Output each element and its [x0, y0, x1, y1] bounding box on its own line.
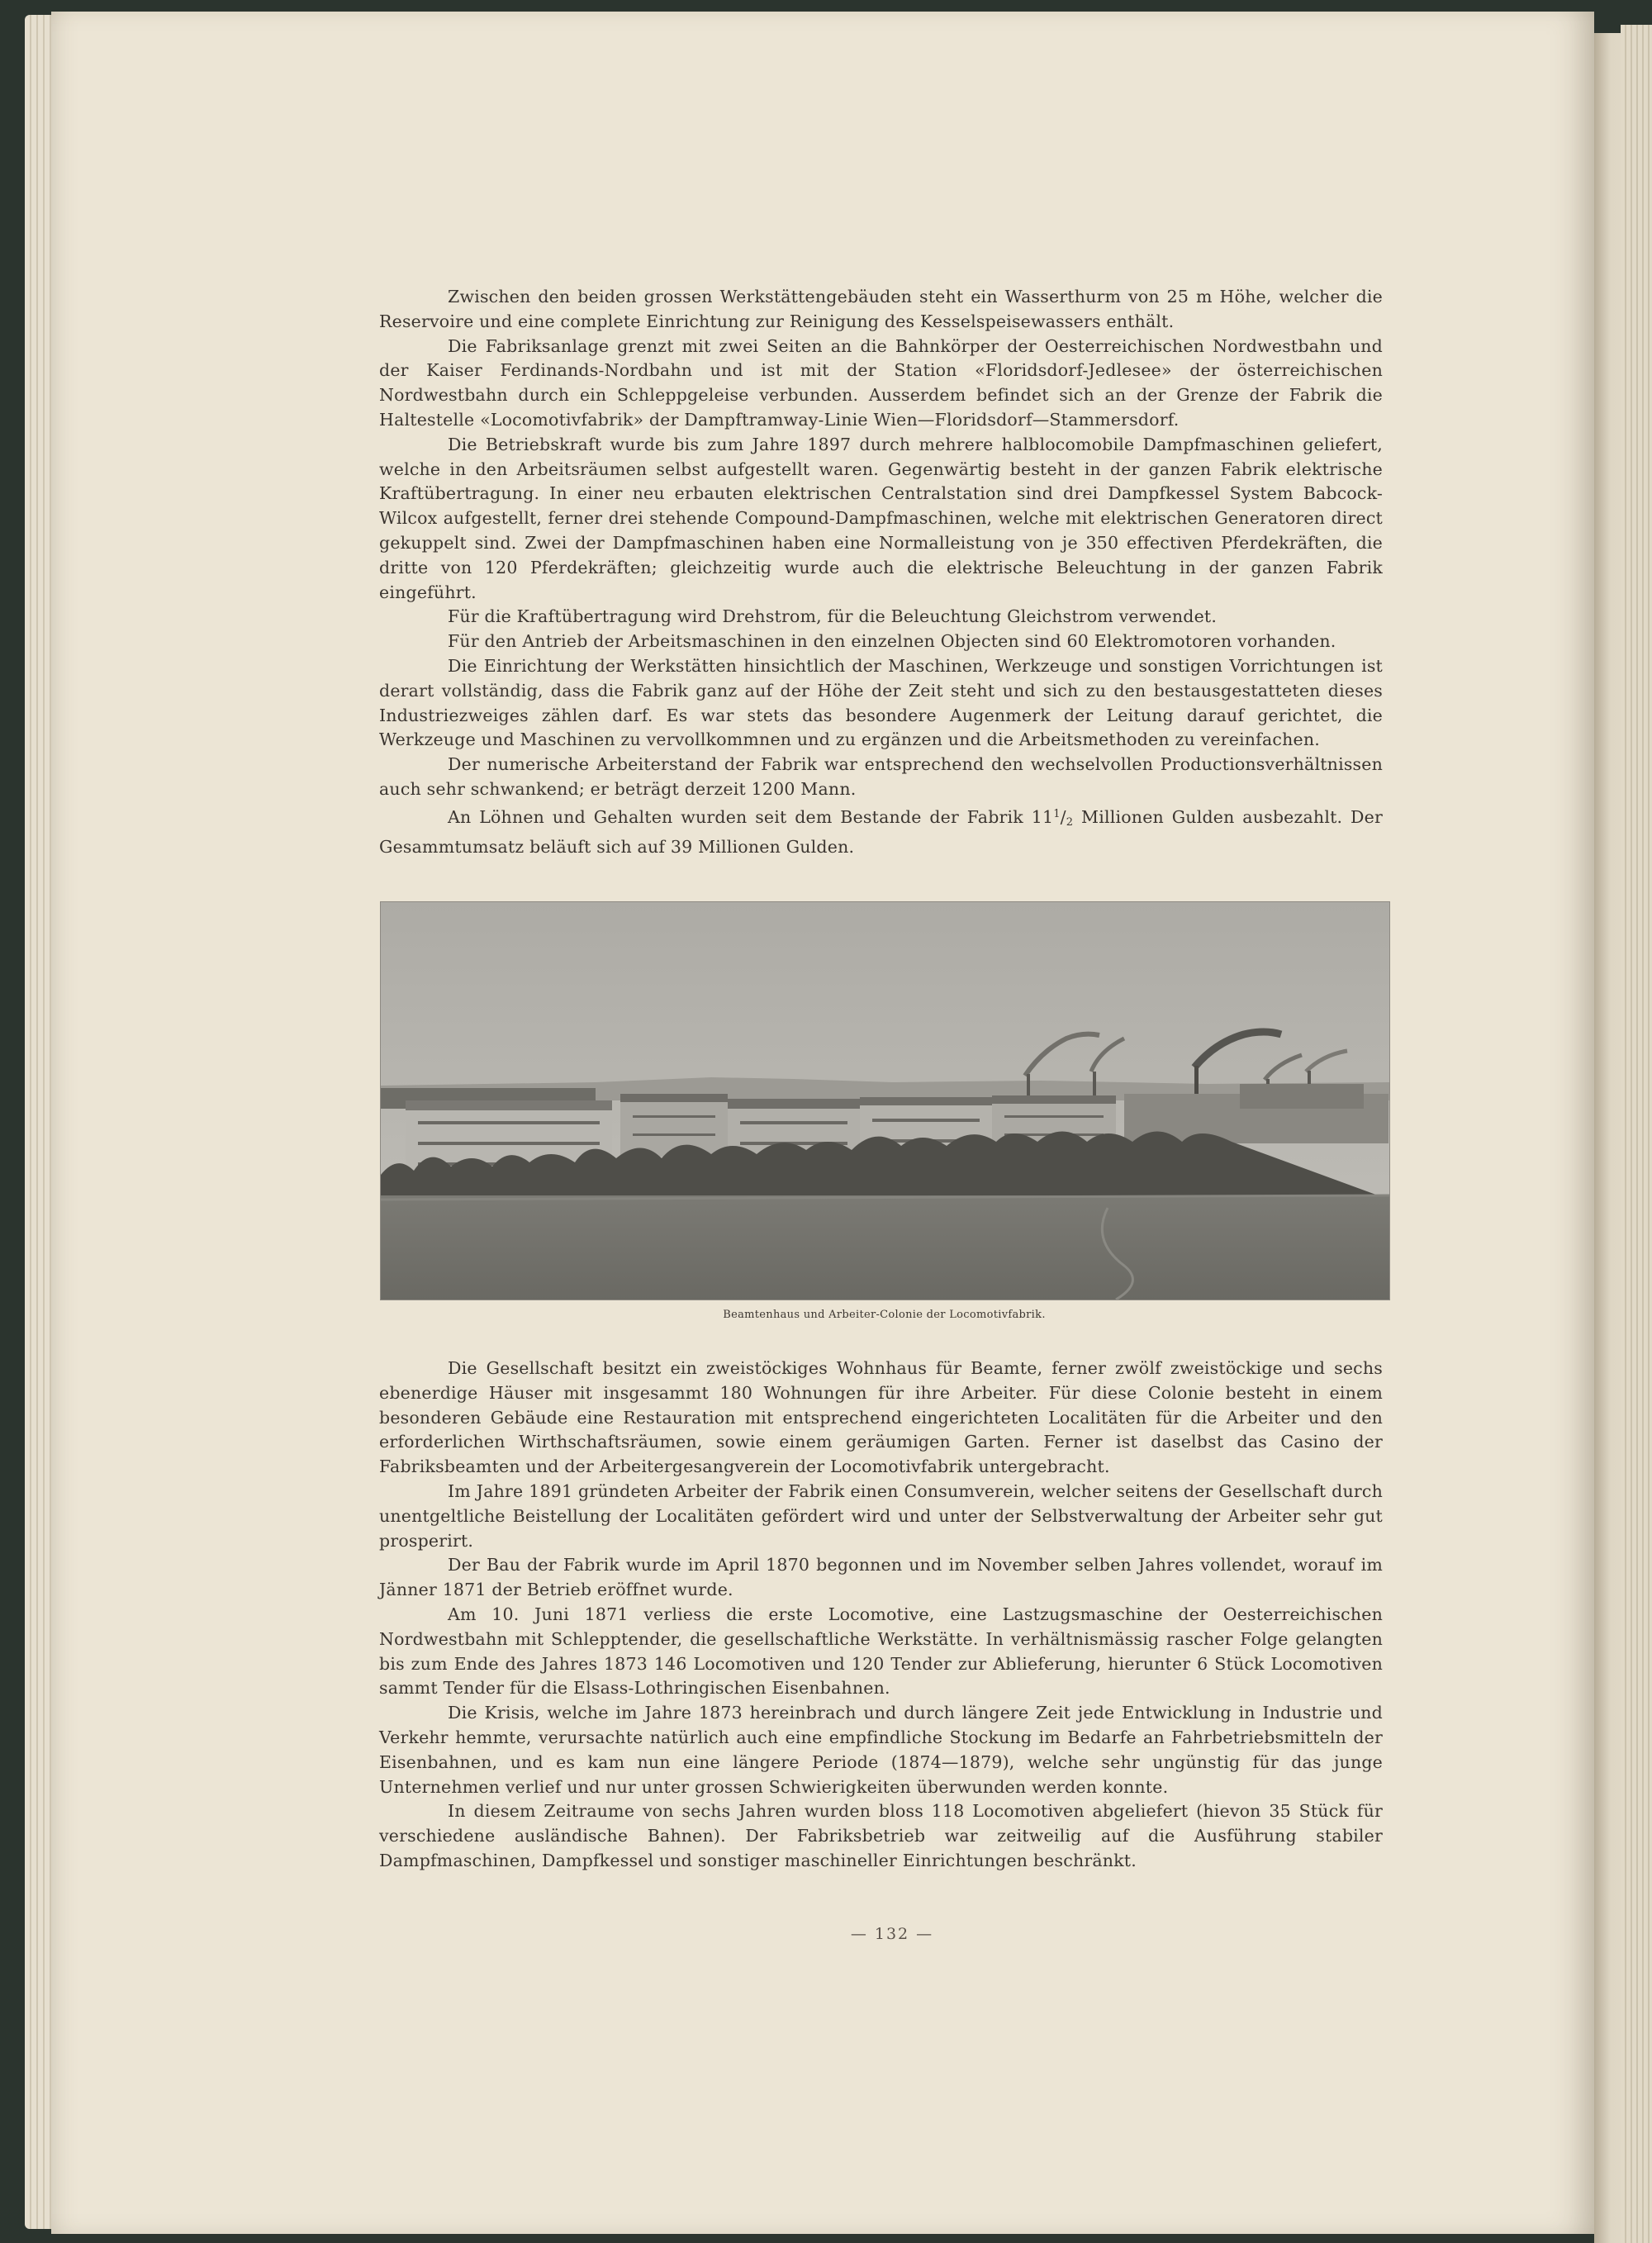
paragraph-wages: [379, 802, 1383, 860]
paragraph: Die Einrichtung der Werkstätten hinsichtlich der Maschinen, Werkzeuge und sonstigen Vorrichtungen ist derart vollständig, dass die Fabrik ganz auf der Höhe der Zeit steht und sich zu den bestausgestatteten dieses Industriezweiges zählen darf. Es war stets das besondere Augenmerk der Leitung darauf gerichtet, die Werkzeuge und Maschinen zu vervollkommnen und zu ergänzen und die Arbeitsmethoden zu vereinfachen.: [379, 655, 1383, 750]
paragraph: Zwischen den beiden grossen Werkstättengebäuden steht ein Wasserthurm von 25 m Höhe, welcher die Reservoire und eine complete Einrichtung zur Reinigung des Kesselspeisewassers enthält.: [379, 287, 1383, 331]
fraction-numerator: 1: [1053, 807, 1061, 820]
page-number: — 132 —: [850, 1925, 934, 1943]
paragraph: Die Fabriksanlage grenzt mit zwei Seiten an die Bahnkörper der Oesterreichischen Nordwestbahn und der Kaiser Ferdinands-Nordbahn und ist mit der Station «Floridsdorf-Jedlesee» der österreichischen Nordwestbahn durch ein Schleppgeleise verbunden. Ausserdem befindet sich an der Grenze der Fabrik die Haltestelle «Locomotivfabrik» der Dampftramway-Linie Wien—Floridsdorf—Stammersdorf.: [379, 335, 1383, 430]
paragraph: Für die Kraftübertragung wird Drehstrom, für die Beleuchtung Gleichstrom verwendet.: [448, 606, 1218, 627]
paragraph: Die Gesellschaft besitzt ein zweistöckiges Wohnhaus für Beamte, ferner zwölf zweistöckige und sechs ebenerdige Häuser mit insgesammt 180 Wohnungen für ihre Arbeiter. Für diese Colonie besteht in einem besonderen Gebäude eine Restauration mit entsprechend eingerichteten Localitäten für die Arbeiter und den erforderlichen Wirthschaftsräumen, sowie einem geräumigen Garten. Ferner ist daselbst das Casino der Fabriksbeamten und der Arbeitergesangverein der Locomotivfabrik untergebracht.: [379, 1358, 1383, 1477]
fraction-slash: /: [1060, 806, 1066, 827]
wages-text-before: An Löhnen und Gehalten wurden seit dem Bestande der Fabrik 11: [448, 806, 1054, 827]
paragraph: Die Betriebskraft wurde bis zum Jahre 1897 durch mehrere halblocomobile Dampfmaschinen geliefert, welche in den Arbeitsräumen selbst aufgestellt waren. Gegenwärtig besteht in der ganzen Fabrik elektrische Kraftübertragung. In einer neu erbauten elektrischen Centralstation sind drei Dampfkessel System Babcock-Wilcox aufgestellt, ferner drei stehende Compound-Dampfmaschinen, welche mit elektrischen Generatoren direct gekuppelt sind. Zwei der Dampfmaschinen haben eine Normalleistung von je 350 effectiven Pferdekräften, die dritte von 120 Pferdekräften; gleichzeitig wurde auch die elektrische Beleuchtung in der ganzen Fabrik eingeführt.: [379, 434, 1383, 602]
text-block-top: [379, 285, 1383, 859]
factory-colony-photograph: [380, 901, 1390, 1300]
photo-caption: Beamtenhaus und Arbeiter-Colonie der Locomotivfabrik.: [723, 1309, 1046, 1321]
paragraph: Am 10. Juni 1871 verliess die erste Locomotive, eine Lastzugsmaschine der Oesterreichischen Nordwestbahn mit Schlepptender, die gesellschaftliche Werkstätte. In verhältnismässig rascher Folge gelangten bis zum Ende des Jahres 1873 146 Locomotiven und 120 Tender zur Ablieferung, hierunter 6 Stück Locomotiven sammt Tender für die Elsass-Lothringischen Eisenbahnen.: [379, 1604, 1383, 1699]
right-page-edges: [1621, 25, 1652, 2243]
paragraph: Die Krisis, welche im Jahre 1873 hereinbrach und durch längere Zeit jede Entwicklung in Industrie und Verkehr hemmte, verursachte natürlich auch eine empfindliche Stockung im Bedarfe an Fahrbetriebsmitteln der Eisenbahnen, und es kam nun eine längere Periode (1874—1879), welche sehr ungünstig für das junge Unternehmen verlief und nur unter grossen Schwierigkeiten überwunden werden konnte.: [379, 1703, 1383, 1797]
fraction-denominator: 2: [1066, 815, 1074, 829]
paragraph: Der Bau der Fabrik wurde im April 1870 begonnen und im November selben Jahres vollendet, worauf im Jänner 1871 der Betrieb eröffnet wurde.: [379, 1555, 1383, 1600]
paragraph: In diesem Zeitraume von sechs Jahren wurden bloss 118 Locomotiven abgeliefert (hievon 35 Stück für verschiedene ausländische Bahnen). Der Fabriksbetrieb war zeitweilig auf die Ausführung stabiler Dampfmaschinen, Dampfkessel und sonstiger maschineller Einrichtungen beschränkt.: [379, 1801, 1383, 1870]
paragraph: Der numerische Arbeiterstand der Fabrik war entsprechend den wechselvollen Productionsverhältnissen auch sehr schwankend; er beträgt derzeit 1200 Mann.: [379, 754, 1383, 799]
paragraph: Im Jahre 1891 gründeten Arbeiter der Fabrik einen Consumverein, welcher seitens der Gesellschaft durch unentgeltliche Beistellung der Localitäten gefördert wird und unter der Selbstverwaltung der Arbeiter sehr gut prosperirt.: [379, 1480, 1383, 1551]
wages-text-after: Millionen Gulden ausbezahlt. Der Gesammtumsatz beläuft sich auf 39 Millionen Gulden.: [379, 806, 1383, 857]
text-block-bottom: [379, 1357, 1383, 1874]
paragraph: Für den Antrieb der Arbeitsmaschinen in den einzelnen Objecten sind 60 Elektromotoren vorhanden.: [448, 631, 1336, 652]
